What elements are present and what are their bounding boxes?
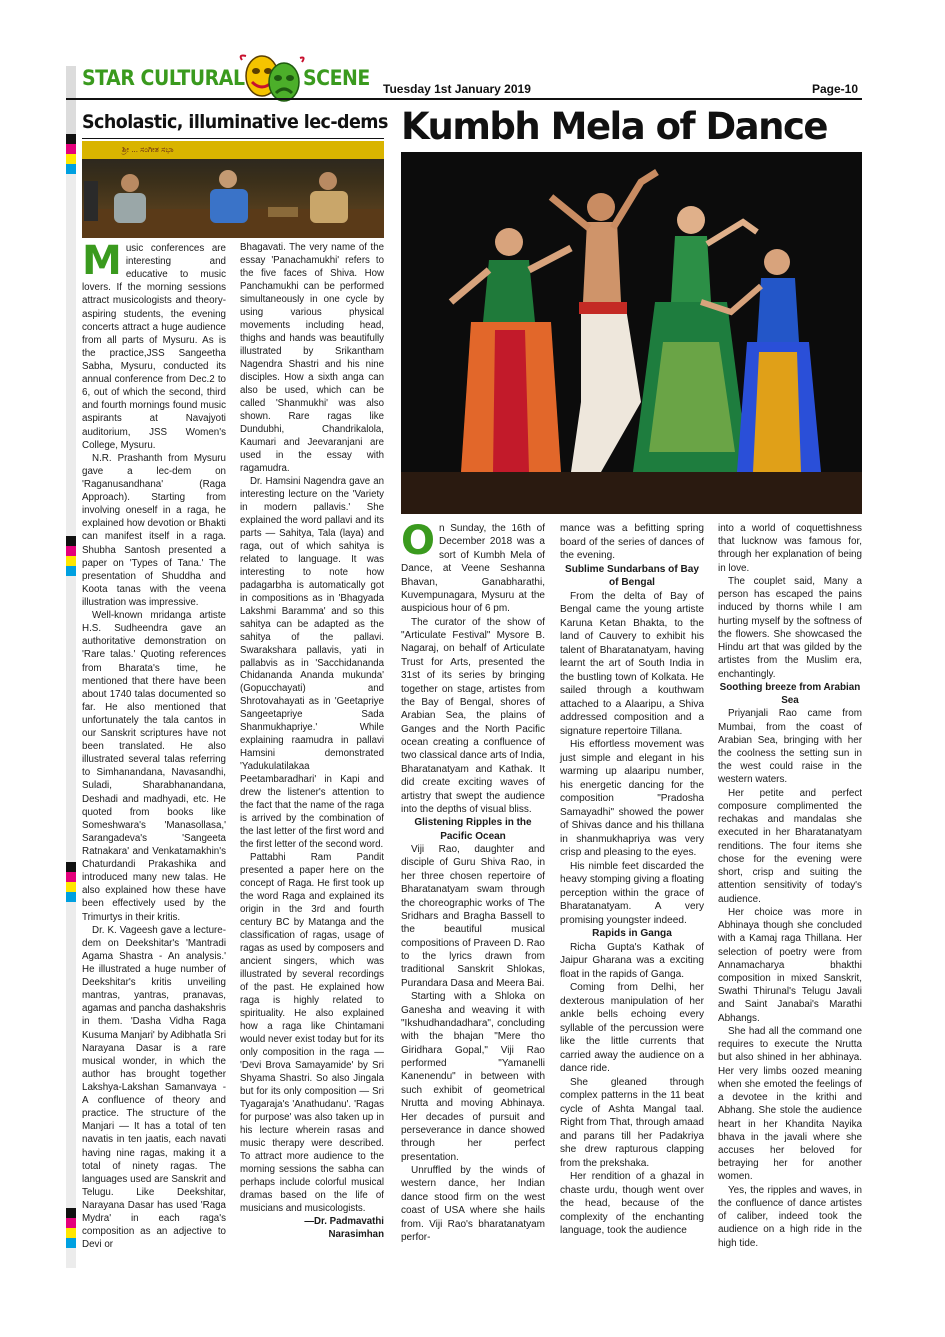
subheading: Rapids in Ganga [592, 928, 672, 939]
lecture-demonstration-photo [82, 141, 384, 238]
paragraph: Starting with a Shloka on Ganesha and weaving it with "Ikshudhandadhara", concluding with the bhajan "Mere tho Giridhara Gopal," Viji Rao performed "Yamanelli Kanenendu" in between with such exhibit of geometrical Nrutta and moving Abhinaya. Her decades of pursuit and perseverance in dance showed through her perfect presentation. [401, 991, 545, 1163]
paragraph: From the delta of Bay of Bengal came the young artiste Karuna Ketan Bhakta, to the land of Cauvery to exhibit his talent of Bharatanatyam, having learnt the art of South India in the bustling town of Kolkata. He sailed through a kouthwam attached to a Alaaripu, a Shiva addressed composition and a signature repertoire Tillana. [560, 590, 704, 737]
paragraph: Richa Gupta's Kathak of Jaipur Gharana was a exciting float in the rapids of Ganga. [560, 941, 704, 980]
main-article-column-2 [560, 522, 704, 1238]
paragraph: Yes, the ripples and waves, in the confluence of dance artistes of caliber, indeed took the audience on a high ride in the high tide. [718, 1184, 862, 1249]
left-headline-rule [82, 138, 384, 139]
masthead-title-left: STAR CULTURAL [82, 66, 245, 90]
swatch-yellow [66, 1228, 76, 1238]
swatch-magenta [66, 872, 76, 882]
dancers-illustration [401, 152, 862, 514]
main-headline: Kumbh Mela of Dance [401, 105, 828, 148]
paragraph: Viji Rao, daughter and disciple of Guru Shiva Rao, in her three chosen repertoire of Bharatanatyam swam through the choreographic works of The Sridhars and Bragha Bassell to the beautiful musical compositions of Praveen D. Rao to the lyrics drawn from traditional Sanskrit Shlokas, Purandara Dasa and Meera Bai. [401, 844, 545, 989]
paragraph: His effortless movement was just simple and elegant in his warming up alaaripu number, his energetic dancing for the composition "Pradosha Samayadhi" showed the power of Shivas dance and his thillana in shanmukhapriya was very crisp and pleasing to the eyes. [560, 739, 704, 858]
paragraph: Pattabhi Ram Pandit presented a paper here on the concept of Raga. He first took up the word Raga and explained its origin in the 3rd and fourth century BC by Matanga and the classification of ragas, usage of ragas as used by composers and ancient singers, which was illustrated by several recordings of the past. He explained how raga is highly related to spirituality. He also explained how a raga like Chintamani would never exist today but for its only composition in the raga — 'Devi Brova Samayamide' by Sri Shyama Shastri. So also Jingala but for its only composition — Sri Tyagaraja's 'Anathudanu'. 'Ragas for purpose' was also taken up in his lecture wherein rasas and music therapy were described. To attract more audience to the morning sessions the sabha can perhaps include colorful musical dramas based on the life of musicians and musicologists. [240, 852, 384, 1214]
photo-figures [82, 141, 384, 238]
swatch-magenta [66, 546, 76, 556]
paragraph: Dr. K. Vageesh gave a lecture-dem on Deekshitar's 'Mantradi Agama Shastra - An analysis.' He illustrated a huge number of Deekshitar's kritis unveiling mantras, yantras, pranavas, agamas and pancha dashakshris in them. 'Dasha Vidha Raga Kusuma Manjari' by Adibhatla Sri Narayana Dasar is a rare musical wonder, in which the author has brought together Lakshya-Lakshan Samanvaya - A confluence of theory and practice. The structure of the Manjari — It has a total of ten navatis in ten jaatis, each navati having nine ragas, making it a total of ninety ragas. The languages used are Sanskrit and Telugu. Like Deekshitar, Narayana Dasar has used 'Raga Mydra' in each raga's composition as an adjective to Devi or [82, 924, 226, 1251]
paragraph: Her petite and perfect composure complimented the rechakas and mandalas she executed in her Bharatanatyam renditions. The four items she chose for the evening were short, crisp and suiting the attention sensitivity of today's audience. [718, 787, 862, 905]
paragraph: Dr. Hamsini Nagendra gave an interesting lecture on the 'Variety in modern pallavis.' She explained the word pallavi and its parts — Sahitya, Tala (laya) and raga, out of which sahitya is related to language. It was interesting to note how padagarbha is automatically got in compositions as in 'Bhagyada Lakshmi Baramma' and so this sahitya can be adapted as the sahitya of the pallavi. Swarakshara pallavis, yati in pallabvis as in 'Sacchidananda Chidananda Ananda mukunda' (Gopucchayati) and Shrotovahayati as in 'Geetapriye Sangeetapriye Sada Shanmukhapriye.' While explaining raamudra in pallavi Hamsini demonstrated 'Yadukulatilakaa Peetambaradhari' in Kapi and drew the listener's attention to the fact that the name of the raga is arrived by the combination of the last letter of the first word and the first letter of the second word. [240, 475, 384, 851]
swatch-magenta [66, 1218, 76, 1228]
masthead-rule [66, 98, 862, 100]
paragraph: into a world of coquettishness that lucknow was famous for, through her explanation of being in love. [718, 523, 862, 574]
registration-strip [66, 174, 76, 536]
left-article-column-1 [82, 238, 226, 1251]
swatch-magenta [66, 144, 76, 154]
registration-strip-top [66, 66, 76, 134]
registration-strip-bottom [66, 1248, 76, 1268]
paragraph: His nimble feet discarded the heavy stomping giving a floating perception within the grace of Bharatanatyam. A very promising youngster indeed. [560, 860, 704, 926]
swatch-yellow [66, 154, 76, 164]
masthead-title-right: SCENE [303, 66, 370, 90]
paragraph: She gleaned through complex patterns in the 11 beat cycle of Ashta Mangal taal. Right from That, through amaad and parans till her Padakriya she drew rapturous clapping from the prekshaka. [560, 1076, 704, 1169]
swatch-cyan [66, 566, 76, 576]
byline: Narasimhan [328, 1228, 384, 1240]
paragraph: Coming from Delhi, her dexterous manipulation of her ankle bells echoing every syllable of the percussion were like the little currents that carried away the audience on a dance ride. [560, 982, 704, 1074]
issue-date: Tuesday 1st January 2019 [383, 82, 531, 96]
subheading: Sublime Sundarbans of Bay of Bengal [564, 563, 700, 588]
paragraph: Unruffled by the winds of western dance, her Indian dance stood firm on the west coast of USA where she hails from. Viji Rao's bharatanatyam perfor- [401, 1165, 545, 1243]
paragraph: Her rendition of a ghazal in chaste urdu, though went over the head, because of the complexity of the enchanting language, took the audience [560, 1171, 704, 1236]
swatch-cyan [66, 164, 76, 174]
swatch-black [66, 134, 76, 144]
paragraph: Well-known mridanga artiste H.S. Sudheendra gave an authoritative demonstration on 'Rare talas.' Quoting references from Bharata's time, he mentioned that there have been about 1740 talas documented so far. He also mentioned that unfortunately the tala cantos in our Sanskrit scriptures have not been translated. He also illustrated several talas referring to Simhanandana, Navasandhi, Suladi, Sharabhanandana, Deshadi and madhyadi, etc. He quoted from books like Someshwara's 'Manasollasa,' Sarangadeva's 'Sangeeta Ratnakara' and Venkatamakhin's Chaturdandi Prakashika and introduced many new talas. He also explained how these have been effectively used by the Trimurtys in their kritis. [82, 610, 226, 923]
drop-cap: O [401, 518, 436, 564]
left-headline: Scholastic, illuminative lec-dems [82, 111, 388, 133]
swatch-cyan [66, 1238, 76, 1248]
page-number: Page-10 [812, 82, 859, 96]
swatch-cyan [66, 892, 76, 902]
paragraph: usic conferences are interesting and educative to music lovers. If the morning sessions attract musicologists and theory-aspiring students, the evening concerts attract a huge audience from all parts of Mysuru. As is the practice,JSS Sangeetha Sabha, Mysuru, conducted its annual conference from Dec.2 to 6, out of which the second, third and fourth mornings found music aspirants at Navajyoti auditorium, JSS Women's College, Mysuru. [82, 243, 226, 451]
registration-strip [66, 902, 76, 1208]
paragraph: Priyanjali Rao came from Mumbai, from the coast of Arabian Sea, bringing with her the coolness the setting sun in the west could raise in the western waters. [718, 708, 862, 786]
swatch-black [66, 862, 76, 872]
paragraph: The curator of the show of "Articulate Festival" Mysore B. Nagaraj, on behalf of Articulate Trust for Arts, presented the 31st of its series by bringing together on stage, artistes from the Bay of Bengal, shores of Arabian Sea, the plains of Ganges and the North Pacific ocean creating a confluence of two classical dance arts of India, Bharatanatyam and Kathak. It did create exciting waves of artistry that swept the audience into the depths of visual bliss. [401, 616, 545, 815]
byline: —Dr. Padmavathi [304, 1215, 384, 1227]
drop-cap: M [82, 238, 122, 284]
paragraph: The couplet said, Many a person has escaped the pains induced by thorns while I am hurting myself by the softness of the flowers. She showcased the Hindu art that was gilded by the artistes from the Muslim era, enchantingly. [718, 575, 862, 680]
left-article-column-2 [240, 242, 384, 1242]
dancers-photo [401, 152, 862, 514]
main-article-column-1 [401, 518, 545, 1244]
swatch-yellow [66, 882, 76, 892]
swatch-yellow [66, 556, 76, 566]
paragraph: n Sunday, the 16th of December 2018 was a sort of Kumbh Mela of Dance, at Veene Seshanna Bhavan, Ganabharathi, Kuvempunagara, Mysuru at the auspicious hour of 6 pm. [401, 523, 545, 615]
paragraph: N.R. Prashanth from Mysuru gave a lec-dem on 'Raganusandhana' (Raga Approach). Starting from involving oneself in a raga, he explained how devotion or Bhakti can manifest itself in a raga. Shubha Santosh presented a paper on 'Types of Tana.' The presentation of Shuddha and Koota tanas with the veena illustration was impressive. [82, 452, 226, 608]
photo-banner: ಶ್ರೀ ... ಸಂಗೀತ ಸಭಾ [82, 141, 384, 159]
theatre-masks-icon [236, 52, 308, 104]
main-article-column-3 [718, 522, 862, 1250]
paragraph: She had all the command one requires to execute the Nrutta but also shined in her abhinaya. Her very limbs oozed meaning when she emoted the feelings of a devotee in the krithi and Abhang. She stole the audience heart in her Khandita Nayika bhava in the javali where she accuses her beloved for betraying her for another women. [718, 1025, 862, 1183]
paragraph: Her choice was more in Abhinaya though she concluded with a Kamaj raga Thillana. Her selection of poetry were from Annamacharya bhakthi composition in mixed Sanskrit, Swathi Thirunal's Telugu Javali and Saint Janabai's Marathi Abhangs. [718, 906, 862, 1024]
paragraph: mance was a befitting spring board of the series of dances of the evening. [560, 523, 704, 561]
swatch-black [66, 1208, 76, 1218]
paragraph: Bhagavati. The very name of the essay 'Panachamukhi' refers to the five faces of Shiva. How Panchamukhi can be performed simultaneously in one cycle by using various physical movements including head, thighs and hands was beautifully illustrated by Srikantham Nagendra Shastri and his nine disciples. How a sixth anga can also be used, which can be called 'Shanmukhi' was also shown. Rare ragas like Dundubhi, Chandrikalola, Kaumari and Jeevaranjani are used in the essay with ragamudra. [240, 242, 384, 474]
subheading: Soothing breeze from Arabian Sea [719, 681, 861, 707]
swatch-black [66, 536, 76, 546]
subheading: Glistening Ripples in the Pacific Ocean [414, 817, 532, 842]
registration-strip [66, 576, 76, 862]
